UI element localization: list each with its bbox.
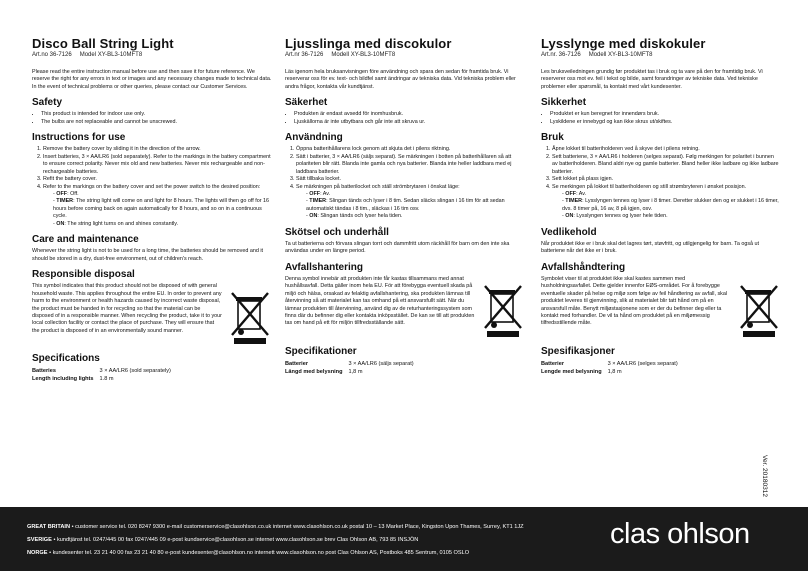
mode-list: - OFF: Av. - TIMER: Slingan tänds och lyser i 8 tim. Sedan släcks slingan i 16 tim för att sedan automatiskt tändas i 8 tim., släckas i 16 tim osv. - ON: Slingan tänds och lyser hela tiden. xyxy=(296,191,525,221)
article-number: Art.nr 36-7126 Modell XY-BL3-10MFT8 xyxy=(285,52,396,58)
safety-list: • This product is intended for indoor use only. • The bulbs are not replaceable and cannot be unscrewed. xyxy=(32,111,272,126)
care-heading: Skötsel och underhåll xyxy=(285,226,389,238)
footer-contact-se: SVERIGE • kundtjänst tel. 0247/445 00 fax 0247/445 09 e-post kundservice@clasohlson.se internet www.clasohlson.se brev Clas Ohlson AB, 793 85 INSJÖN xyxy=(27,537,419,543)
safety-list: • Produktet er kun beregnet for innendørs bruk. • Lyskildene er innebygd og kan ikke skrus ut/skiftes. xyxy=(541,111,781,126)
article-number: Art.no 36-7126 Model XY-BL3-10MFT8 xyxy=(32,52,143,58)
instructions-list: 1. Öppna batterihållarens lock genom att skjuta det i pilens riktning. 2. Sätt i batterier, 3 × AA/LR6 (säljs separat). Se märkningen i botten på batterihållaren så att polariteten blir rätt. Blanda inte gamla och nya batterier. Blanda inte heller laddbara med ej laddbara batterier. 3. Sätt tillbaka locket. 4. Se märkningen på batterilocket och ställ strömbrytaren i önskat läge: - OFF: Av. - TIMER: Slingan tänds och lyser i 8 tim. Sedan släcks slingan i 16 tim för att sedan automatiskt tändas i 8 tim., släckas i 16 tim osv. - ON: Slingan tänds och lyser hela tiden. xyxy=(285,146,525,221)
footer-contact-gb: GREAT BRITAIN • customer service tel. 020 8247 9300 e-mail customerservice@clasohlson.co.uk internet www.clasohlson.co.uk postal 10 – 13 Market Place, Kingston Upon Thames, Surrey, KT1 1JZ xyxy=(27,524,524,530)
safety-heading: Sikkerhet xyxy=(541,97,587,109)
intro-text: Les bruksveiledningen grundig før produktet tas i bruk og ta vare på den for framtidig bruk. Vi reserverer oss mot ev. feil i tekst og bilde, samt forandringer av tekniske data. Ved tekniske problemer eller spørsmål, ta kontakt med vårt kundesenter. xyxy=(541,69,763,90)
safety-heading: Säkerhet xyxy=(285,97,328,109)
brand-logo: clas ohlson xyxy=(610,518,750,550)
crossed-out-wheelie-bin-icon xyxy=(481,280,525,340)
mode-list: - OFF: Av. - TIMER: Lysslyngen tennes og lyser i 8 timer. Deretter slukker den og er slukket i 16 timer, dvs. 8 timer på, 16 av, 8 på igjen, osv. - ON: Lysslyngen tennes og lyser hele tiden. xyxy=(552,191,781,221)
instructions-list: 1. Åpne lokket til batteriholderen ved å skyve det i pilens retning. 2. Sett batteriene, 3 × AA/LR6 i holderen (selges separat). Følg merkingen for polaritet i bunnen av batteriholderen. Bland aldri nye og gamle batterier. Bland heller ikke ladbare og ikke ladbare batterier. 3. Sett lokket på plass igjen. 4. Se merkingen på lokket til batteriholderen og still strømbryteren i ønsket posisjon. - OFF: Av. - TIMER: Lysslyngen tennes og lyser i 8 timer. Deretter slukker den og er slukket i 16 timer, dvs. 8 timer på, 16 av, 8 på igjen, osv. - ON: Lysslyngen tennes og lyser hele tiden. xyxy=(541,146,781,221)
disposal-text: Denna symbol innebär att produkten inte får kastas tillsammans med annat hushållsavfall. Detta gäller inom hela EU. För att förebygga eventuell skada på miljö och hälsa, orsakad av felaktig avfallshantering, ska produkten lämnas till återvinning så att materialet kan tas omhand på ett ansvarsfullt sätt. När du lämnar produkten till återvinning, använd dig av de returhanteringssystem som finns där du befinner dig eller kontakta inköpsstället. De kan se till att produkten tas om hand på ett för miljön tillfredsställande sätt. xyxy=(285,275,475,327)
mode-list: - OFF: Off. - TIMER: The string light will come on and light for 8 hours. The lights will then go off for 16 hours before coming back on again automatically for 8 hours, and so on in a continuous cycle. - ON: The string light turns on and shines constantly. xyxy=(43,191,272,228)
crossed-out-wheelie-bin-icon xyxy=(228,287,272,347)
disposal-heading: Responsible disposal xyxy=(32,269,135,281)
specifications-heading: Specifications xyxy=(32,353,100,365)
page-title: Lysslynge med diskokuler xyxy=(541,36,706,51)
instructions-heading: Användning xyxy=(285,132,343,144)
column-english xyxy=(32,36,272,383)
care-heading: Care and maintenance xyxy=(32,234,139,246)
specifications-table: Batteries 3 × AA/LR6 (sold separately) Length including lights 1.8 m xyxy=(32,368,171,383)
disposal-text: Symbolet viser til at produktet ikke skal kastes sammen med husholdningsavfallet. Dette gjelder innenfor EØS-området. For å forebygge eventuelle skader på helse og miljø som følge av feil håndtering av avfall, skal produktet leveres til gjenvinning, slik at materialet blir tatt hånd om på en ansvarsfull måte. Benytt miljøstasjonene som er der du befinner deg eller ta kontakt med forhandler. De vil ta hånd om produktet på en miljømessig tilfredsstillende måte. xyxy=(541,275,728,327)
disposal-heading: Avfallshantering xyxy=(285,261,363,273)
safety-heading: Safety xyxy=(32,97,63,109)
instructions-heading: Bruk xyxy=(541,132,564,144)
column-swedish xyxy=(285,36,525,376)
intro-text: Läs igenom hela bruksanvisningen före användning och spara den sedan för framtida bruk. Vi reserverar oss för ev. text- och bildfel samt ändringar av tekniska data. Vid tekniska problem eller andra frågor, kontakta vår kundtjänst. xyxy=(285,69,516,90)
instructions-heading: Instructions for use xyxy=(32,132,126,144)
specifications-table: Batterier 3 × AA/LR6 (selges separat) Lengde med belysning 1,8 m xyxy=(541,360,678,375)
care-text: Ta ut batterierna och förvara slingan torrt och dammfritt utom räckhåll för barn om den inte ska användas under en längre period. xyxy=(285,240,510,255)
crossed-out-wheelie-bin-icon xyxy=(737,280,781,340)
care-heading: Vedlikehold xyxy=(541,226,597,238)
specifications-heading: Spesifikasjoner xyxy=(541,345,615,357)
intro-text: Please read the entire instruction manual before use and then save it for future reference. We reserve the right for any errors in text or images and any necessary changes made to technical data. In the event of technical problems or other queries, please contact our Customer Services. xyxy=(32,69,272,90)
care-text: Når produktet ikke er i bruk skal det lagres tørt, støvfritt, og utilgjengelig for barn. Ta også ut batteriene når det ikke er i bruk. xyxy=(541,240,760,255)
instructions-list: 1. Remove the battery cover by sliding it in the direction of the arrow. 2. Insert batteries, 3 × AA/LR6 (sold separately). Refer to the markings in the battery compartment to ensure correct polarity. Never mix old and new batteries. Never mix rechargeable and non-rechargeable batteries. 3. Refit the battery cover. 4. Refer to the markings on the battery cover and set the power switch to the desired position: - OFF: Off. - TIMER: The string light will come on and light for 8 hours. The lights will then go off for 16 hours before coming back on again automatically for 8 hours, and so on in a continuous cycle. - ON: The string light turns on and shines constantly. xyxy=(32,146,272,228)
page-title: Ljusslinga med discokulor xyxy=(285,36,452,51)
disposal-heading: Avfallshåndtering xyxy=(541,261,626,273)
version-label: Ver. 20180312 xyxy=(761,455,768,497)
footer-contact-no: NORGE • kundesenter tel. 23 21 40 00 fax 23 21 40 80 e-post kundesenter@clasohlson.no internett www.clasohlson.no post Clas Ohlson AS, Postboks 485 Sentrum, 0105 OSLO xyxy=(27,550,470,556)
disposal-text: This symbol indicates that this product should not be disposed of with general household waste. This applies throughout the entire EU. In order to prevent any harm to the environment or health hazards caused by incorrect waste disposal, the product must be handed in for recycling so that the material can be disposed of in a responsible manner. When recycling the product, take it to your local collection facility or contact the place of purchase. They will ensure that the product is disposed of in an environmentally sound manner. xyxy=(32,283,222,334)
safety-list: • Produkten är endast avsedd för inomhusbruk. • Ljuskällorna är inte utbytbara och går inte att skruva ur. xyxy=(285,111,525,126)
article-number: Art.nr. 36-7126 Modell XY-BL3-10MFT8 xyxy=(541,52,653,58)
page-title: Disco Ball String Light xyxy=(32,36,174,51)
specifications-table: Batterier 3 × AA/LR6 (säljs separat) Längd med belysning 1,8 m xyxy=(285,360,414,375)
specifications-heading: Specifikationer xyxy=(285,345,357,357)
care-text: Whenever the string light is not to be used for a long time, the batteries should be removed and it should be stored in a dry, dust-free environment, out of children's reach. xyxy=(32,248,264,262)
column-norwegian xyxy=(541,36,781,376)
